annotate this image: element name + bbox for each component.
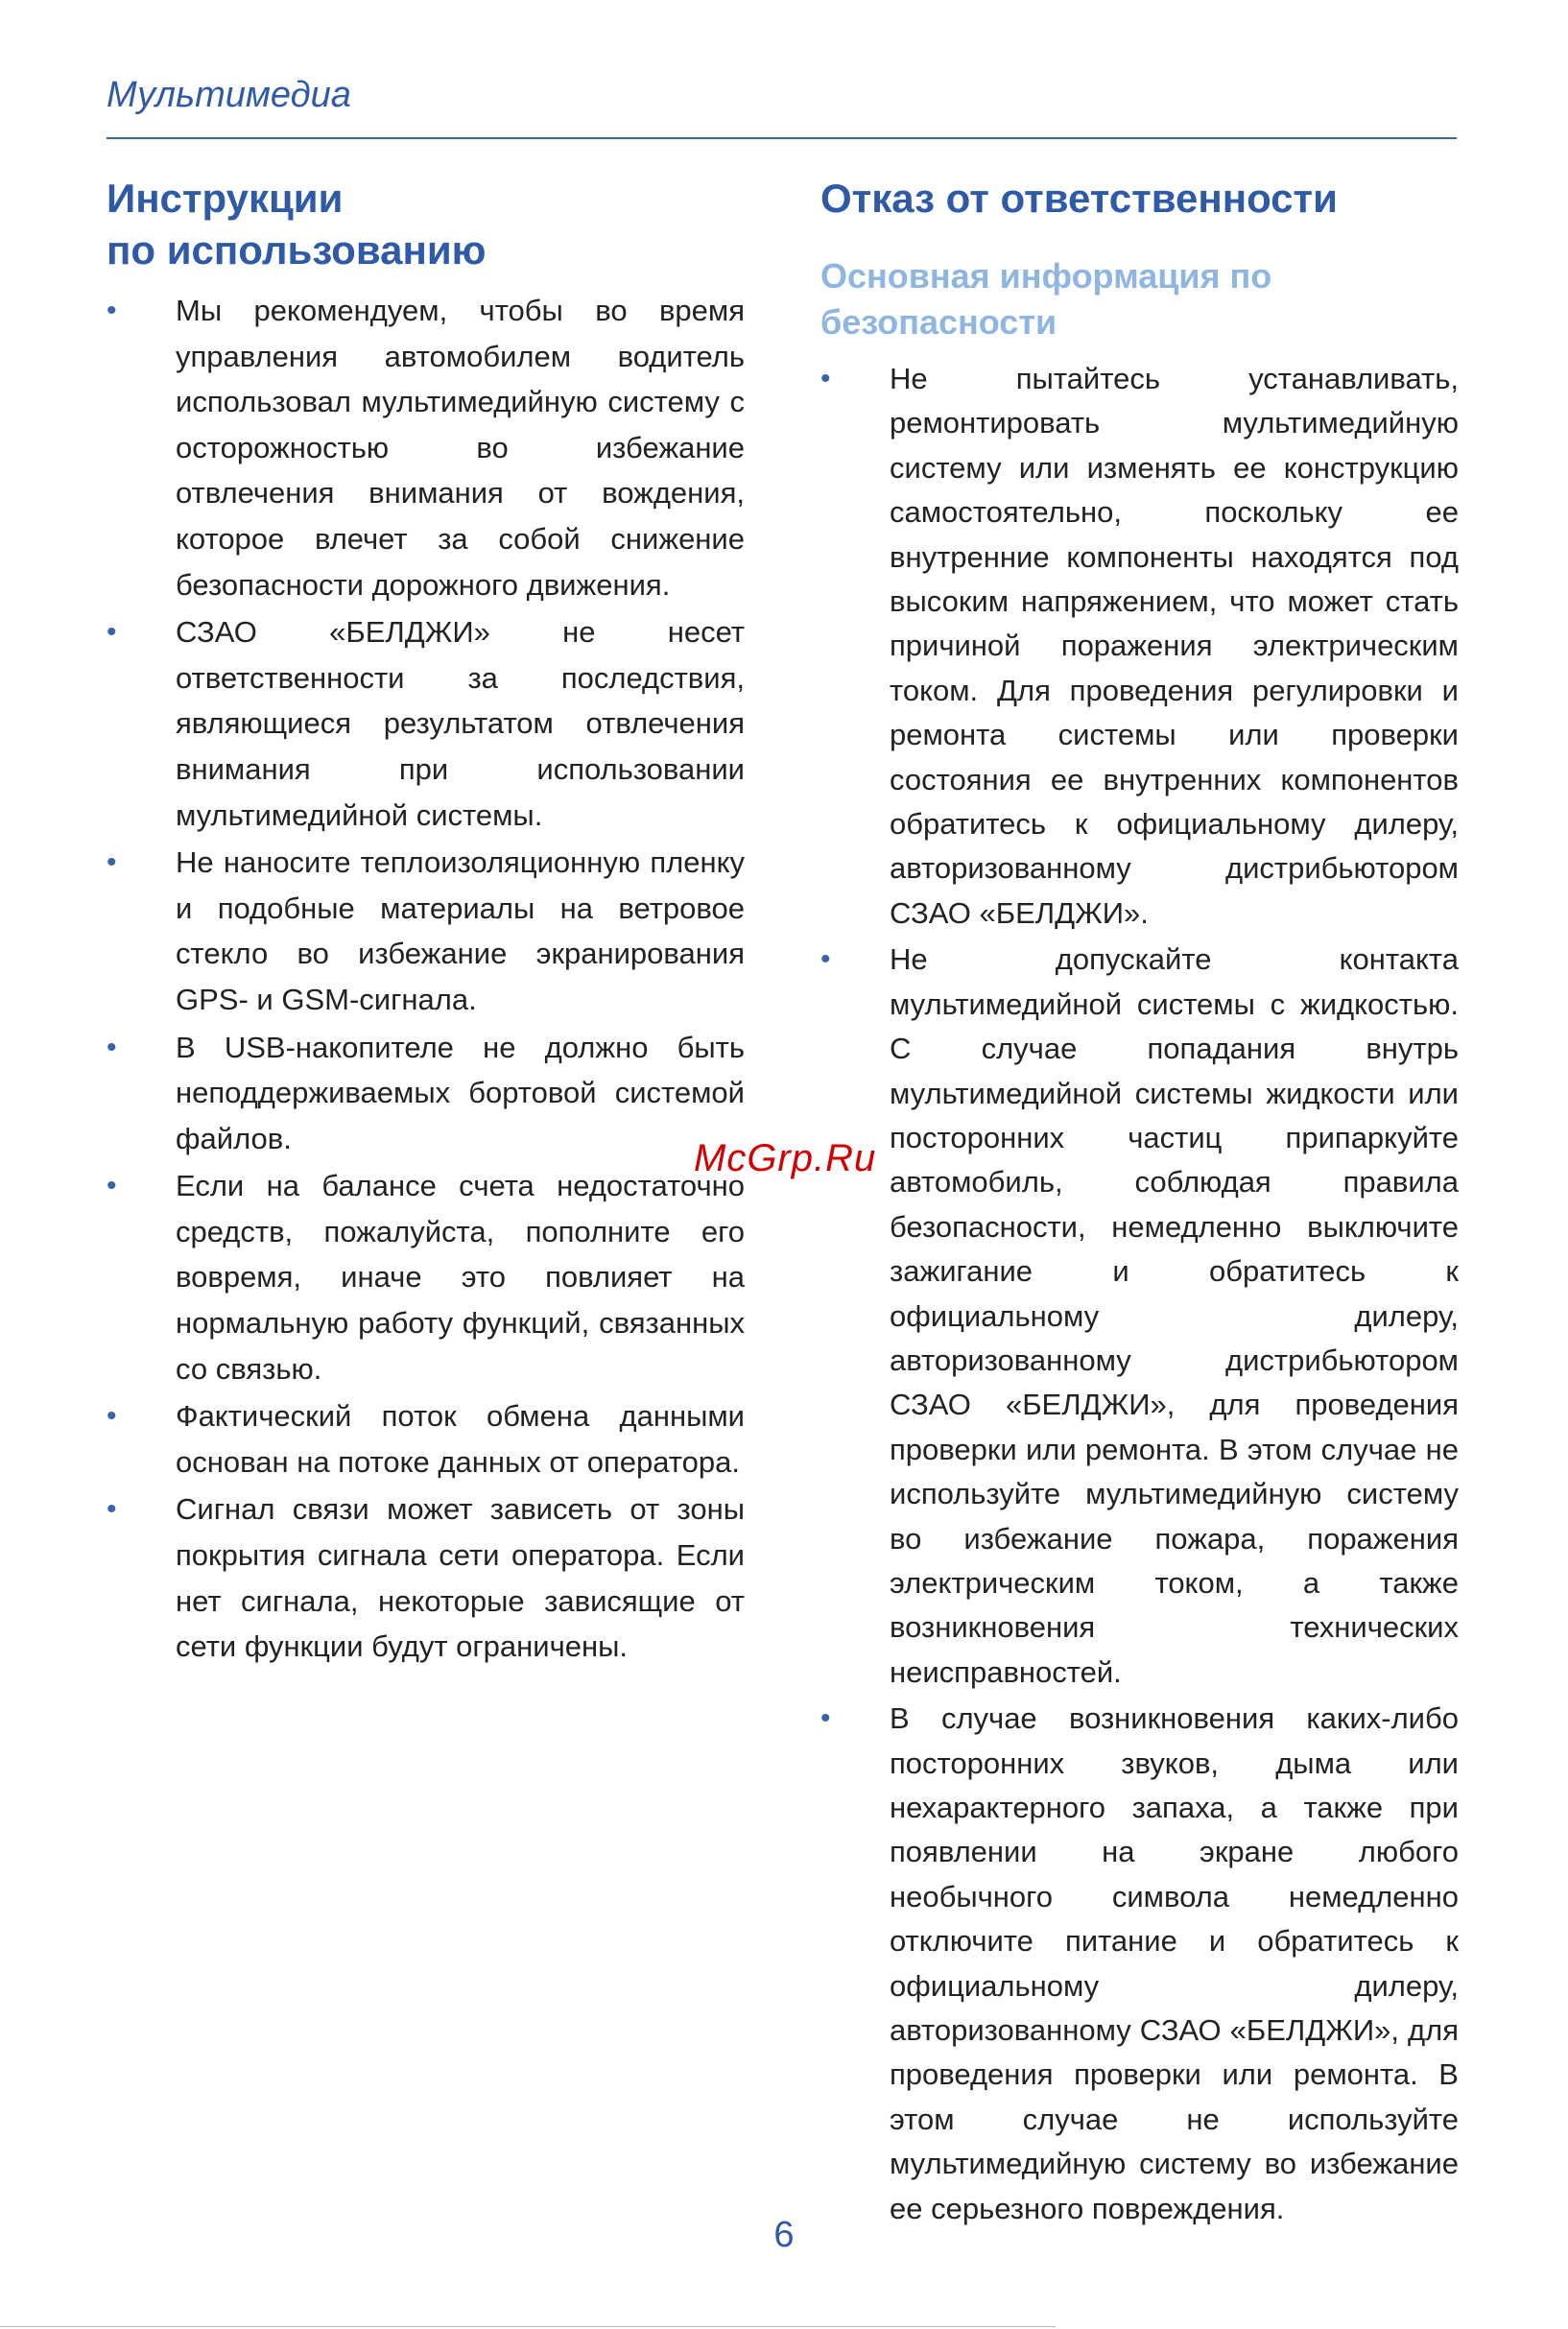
list-item-text: Если на балансе счета недостаточно средств, пожалуйста, пополните его вовремя, иначе это повлияет на нормальную работу функций, связанных со связью. [176,1169,745,1386]
list-item [107,1393,745,1485]
instructions-list [107,288,745,1670]
bullet-icon: • [107,1170,117,1202]
instructions-heading [107,173,745,276]
right-column [820,173,1459,2233]
list-item-text: Не наносите теплоизоляционную пленку и подобные материалы на ветровое стекло во избежание экранирования GPS- и GSM-сигнала. [176,845,745,1016]
list-item [820,938,1459,1695]
list-item [107,288,745,607]
safety-list [820,357,1459,2231]
instructions-heading-line2: по использованию [107,227,487,273]
list-item-text: Сигнал связи может зависеть от зоны покрытия сигнала сети оператора. Если нет сигнала, некоторые зависящие от сети функции будут ограничены. [176,1492,745,1664]
bullet-icon: • [820,1702,831,1735]
list-item-text: В USB-накопителе не должно быть неподдерживаемых бортовой системой файлов. [176,1030,745,1155]
running-head-section: Мультимедиа [107,75,351,115]
list-item [107,1163,745,1391]
bullet-icon: • [107,1031,117,1063]
disclaimer-heading: Отказ от ответственности [820,176,1338,221]
list-item-text: СЗАО «БЕЛДЖИ» не несет ответственности за последствия, являющиеся результатом отвлечения внимания при использовании мультимедийной системы. [176,615,745,832]
bullet-icon: • [820,363,831,394]
list-item [107,840,745,1022]
watermark: McGrp.Ru [694,1137,877,1179]
list-item-text: Фактический поток обмена данными основан на потоке данных от оператора. [176,1399,745,1479]
list-item [107,1486,745,1669]
bullet-icon: • [107,295,117,326]
bullet-icon: • [107,616,117,649]
bullet-icon: • [107,1400,117,1433]
list-item-text: Не пытайтесь устанавливать, ремонтировать мультимедийную систему или изменять ее конструкцию самостоятельно, поскольку ее внутренние компоненты находятся под высоким напряжением, что может стать причиной поражения электрическим током. Для проведения регулировки и ремонта системы или проверки состояния ее внутренних компонентов обратитесь к официальному дилеру, авторизованному дистрибьютором СЗАО «БЕЛДЖИ». [890,362,1459,930]
footer-divider [0,2326,1056,2327]
instructions-heading-line1: Инструкции [107,176,344,221]
bullet-icon: • [107,1493,117,1526]
list-item [107,1025,745,1162]
list-item-text: Не допускайте контакта мультимедийной системы с жидкостью. С случае попадания внутрь мультимедийной системы жидкости или посторонних частиц припаркуйте автомобиль, соблюдая правила безопасности, немедленно выключите зажигание и обратитесь к официальному дилеру, авторизованному дистрибьютором СЗАО «БЕЛДЖИ», для проведения проверки или ремонта. В этом случае не используйте мультимедийную систему во избежание пожара, поражения электрическим током, а также возникновения технических неисправностей. [890,942,1459,1689]
bullet-icon: • [820,943,831,976]
page-number: 6 [773,2215,795,2255]
header-divider [107,137,1457,139]
list-item [820,1697,1459,2231]
list-item-text: В случае возникновения каких-либо посторонних звуков, дыма или нехарактерного запаха, а также при появлении на экране любого необычного символа немедленно отключите питание и обратитесь к официальному дилеру, авторизованному СЗАО «БЕЛДЖИ», для проведения проверки или ремонта. В этом случае не используйте мультимедийную систему во избежание ее серьезного повреждения. [890,1701,1459,2225]
list-item-text: Мы рекомендуем, чтобы во время управления автомобилем водитель использовал мультимедийную систему с осторожностью во избежание отвлечения внимания от вождения, которое влечет за собой снижение безопасности дорожного движения. [176,294,745,602]
bullet-icon: • [107,846,117,879]
left-column [107,173,745,1672]
safety-subheading: Основная информация по безопасности [820,256,1272,342]
list-item [820,357,1459,936]
list-item [107,609,745,838]
